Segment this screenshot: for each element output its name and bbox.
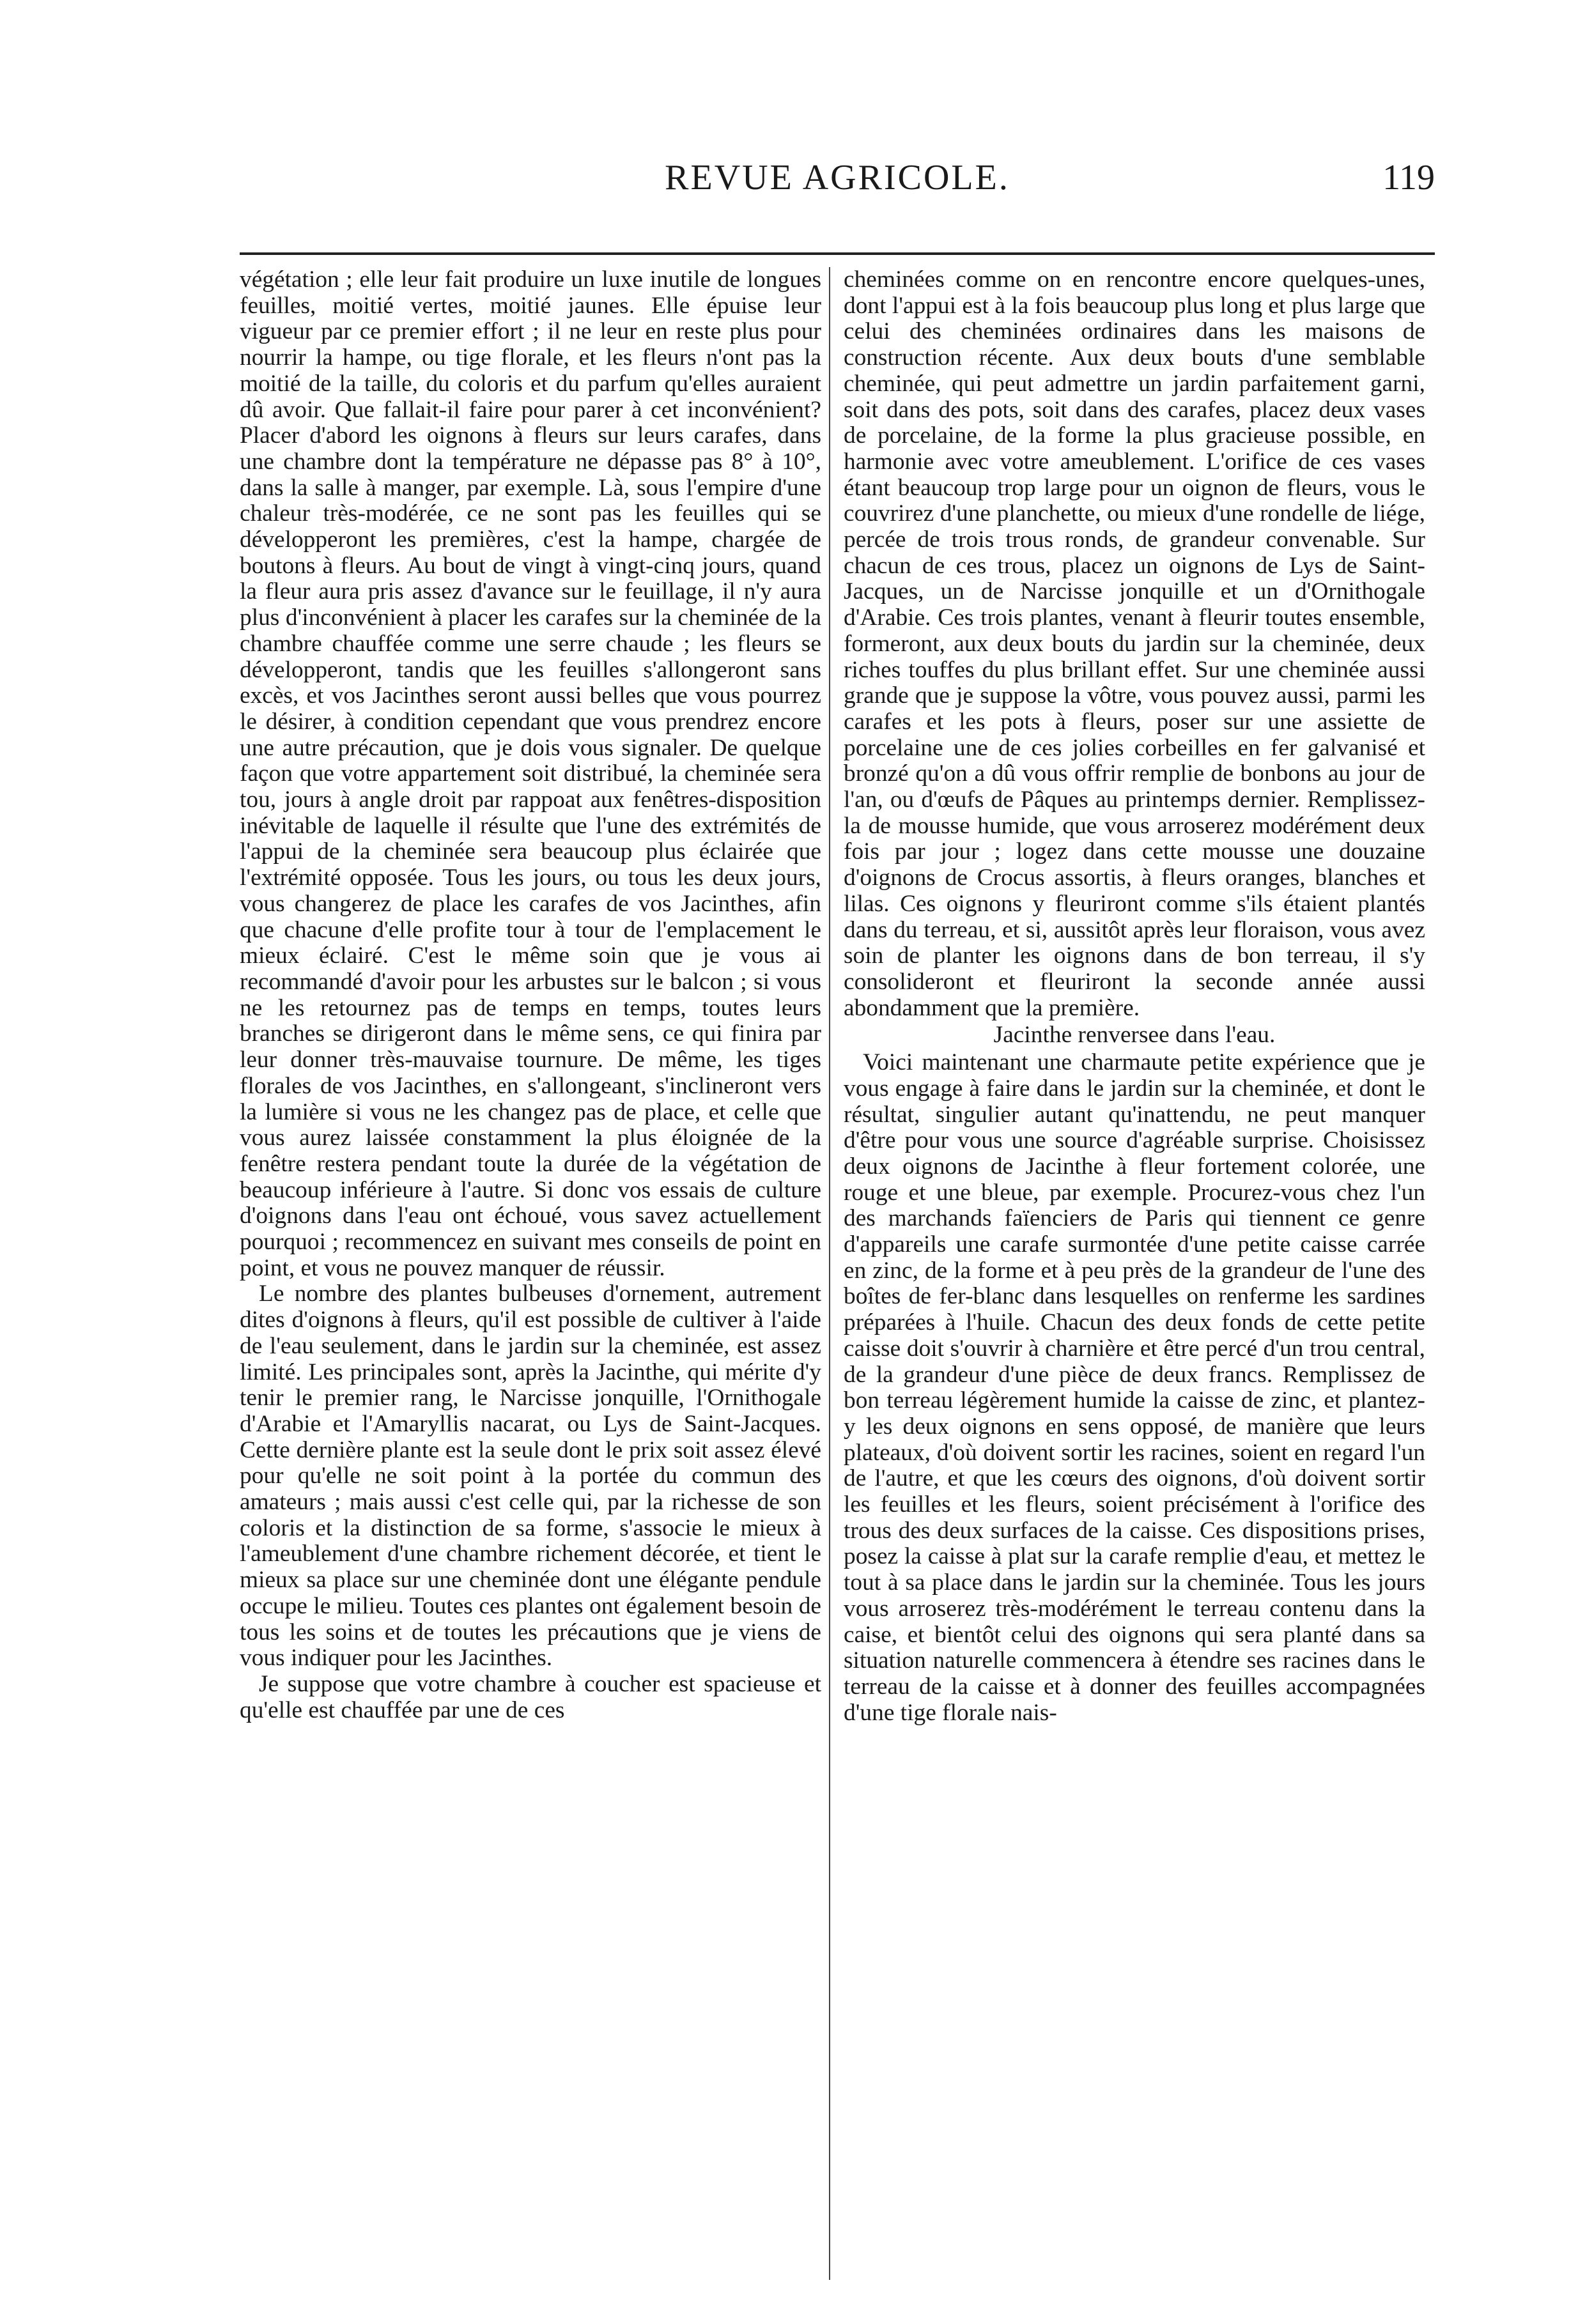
- paragraph: Je suppose que votre chambre à coucher est spacieuse et qu'elle est chauffée par une de ces: [240, 1670, 821, 1723]
- paragraph: végétation ; elle leur fait produire un luxe inutile de longues feuilles, moitié vertes, moitié jaunes. Elle épuise leur vigueur par ce premier effort ; il ne leur en reste plus pour nourrir la hampe, ou tige florale, et les fleurs n'ont pas la moitié de la taille, du coloris et du parfum qu'elles auraient dû avoir. Que fallait-il faire pour parer à cet inconvénient? Placer d'abord les oignons à fleurs sur leurs carafes, dans une chambre dont la température ne dépasse pas 8° à 10°, dans la salle à manger, par exemple. Là, sous l'empire d'une chaleur très-modérée, ce ne sont pas les feuilles qui se développeront les premières, c'est la hampe, chargée de boutons à fleurs. Au bout de vingt à vingt-cinq jours, quand la fleur aura pris assez d'avance sur le feuillage, il n'y aura plus d'inconvénient à placer les carafes sur la cheminée de la chambre chauffée comme une serre chaude ; les fleurs se développeront, tandis que les feuilles s'allongeront sans excès, et vos Jacinthes seront aussi belles que vous pourrez le désirer, à condition cependant que vous prendrez encore une autre précaution, que je dois vous signaler. De quelque façon que votre appartement soit distribué, la cheminée sera tou, jours à angle droit par rappoat aux fenêtres-disposition inévitable de laquelle il résulte que l'une des extrémités de l'appui de la cheminée sera beaucoup plus éclairée que l'extrémité opposée. Tous les jours, ou tous les deux jours, vous changerez de place les carafes de vos Jacinthes, afin que chacune d'elle profite tour à tour de l'emplacement le mieux éclairé. C'est le même soin que je vous ai recommandé d'avoir pour les arbustes sur le balcon ; si vous ne les retournez pas de temps en temps, toutes leurs branches se dirigeront dans le même sens, ce qui finira par leur donner très-mauvaise tournure. De même, les tiges florales de vos Jacinthes, en s'allongeant, s'inclineront vers la lumière si vous ne les changez pas de place, et celle que vous aurez laissée constamment la plus éloignée de la fenêtre restera pendant toute la durée de la végétation de beaucoup inférieure à l'autre. Si donc vos essais de culture d'oignons dans l'eau ont échoué, vous savez actuellement pourquoi ; recommencez en suivant mes conseils de point en point, et vous ne pouvez manquer de réussir.: [240, 266, 821, 1281]
- left-column: [240, 267, 821, 1723]
- header-rule: [240, 252, 1435, 255]
- right-column: [844, 267, 1425, 1726]
- running-title: REVUE AGRICOLE.: [665, 158, 1010, 197]
- paragraph: cheminées comme on en rencontre encore quelques-unes, dont l'appui est à la fois beaucoup plus long et plus large que celui des cheminées ordinaires dans les maisons de construction récente. Aux deux bouts d'une semblable cheminée, qui peut admettre un jardin parfaitement garni, soit dans des pots, soit dans des carafes, placez deux vases de porcelaine, de la forme la plus gracieuse possible, en harmonie avec votre ameublement. L'orifice de ces vases étant beaucoup trop large pour un oignon de fleurs, vous le couvrirez d'une planchette, ou mieux d'une rondelle de liége, percée de trois trous ronds, de grandeur convenable. Sur chacun de ces trous, placez un oignons de Lys de Saint-Jacques, un de Narcisse jonquille et un d'Ornithogale d'Arabie. Ces trois plantes, venant à fleurir toutes ensemble, formeront, aux deux bouts du jardin sur la cheminée, deux riches touffes du plus brillant effet. Sur une cheminée aussi grande que je suppose la vôtre, vous pouvez aussi, parmi les carafes et les pots à fleurs, poser sur une assiette de porcelaine une de ces jolies corbeilles en fer galvanisé et bronzé qu'on a dû vous offrir remplie de bonbons au jour de l'an, ou d'œufs de Pâques au printemps dernier. Remplissez-la de mousse humide, que vous arroserez modérément deux fois par jour ; logez dans cette mousse une douzaine d'oignons de Crocus assortis, à fleurs oranges, blanches et lilas. Ces oignons y fleuriront comme s'ils étaient plantés dans du terreau, et si, aussitôt après leur floraison, vous avez soin de planter les oignons dans de bon terreau, il s'y consolideront et fleuriront la seconde année aussi abondamment que la première.: [844, 266, 1425, 1021]
- column-divider: [829, 267, 830, 2280]
- page-number: 119: [1382, 158, 1435, 197]
- paragraph: Le nombre des plantes bulbeuses d'ornement, autrement dites d'oignons à fleurs, qu'il est possible de cultiver à l'aide de l'eau seulement, dans le jardin sur la cheminée, est assez limité. Les principales sont, après la Jacinthe, qui mérite d'y tenir le premier rang, le Narcisse jonquille, l'Ornithogale d'Arabie et l'Amaryllis nacarat, ou Lys de Saint-Jacques. Cette dernière plante est la seule dont le prix soit assez élevé pour qu'elle ne soit point à la portée du commun des amateurs ; mais aussi c'est celle qui, par la richesse de son coloris et la distinction de sa forme, s'associe le mieux à l'ameublement d'une chambre richement décorée, et tient le mieux sa place sur une cheminée dont une élégante pendule occupe le milieu. Toutes ces plantes ont également besoin de tous les soins et de toutes les précautions que je viens de vous indiquer pour les Jacinthes.: [240, 1281, 821, 1672]
- section-heading: Jacinthe renversee dans l'eau.: [993, 1022, 1276, 1049]
- page-header: [240, 151, 1435, 221]
- paragraph: Voici maintenant une charmaute petite expérience que je vous engage à faire dans le jardin sur la cheminée, et dont le résultat, singulier autant qu'inattendu, ne peut manquer d'être pour vous une source d'agréable surprise. Choisissez deux oignons de Jacinthe à fleur fortement colorée, une rouge et une bleue, par exemple. Procurez-vous chez l'un des marchands faïenciers de Paris qui tiennent ce genre d'appareils une carafe surmontée d'une petite caisse carrée en zinc, de la forme et à peu près de la grandeur de l'une des boîtes de fer-blanc dans lesquelles on renferme les sardines préparées à l'huile. Chacun des deux fonds de cette petite caisse doit s'ouvrir à charnière et être percé d'un trou central, de la grandeur d'une pièce de deux francs. Remplissez de bon terreau légèrement humide la caisse de zinc, et plantez-y les deux oignons en sens opposé, de manière que leurs plateaux, d'où doivent sortir les racines, soient en regard l'un de l'autre, et que les cœurs des oignons, d'où doivent sortir les feuilles et les fleurs, soient précisément à l'orifice des trous des deux surfaces de la caisse. Ces dispositions prises, posez la caisse à plat sur la carafe remplie d'eau, et mettez le tout à sa place dans le jardin sur la cheminée. Tous les jours vous arroserez très-modérément le terreau contenu dans la caise, et bientôt celui des oignons qui sera planté dans sa situation naturelle commencera à étendre ses racines dans le terreau de la caisse et à donner des feuilles accompagnées d'une tige florale nais-: [844, 1049, 1425, 1726]
